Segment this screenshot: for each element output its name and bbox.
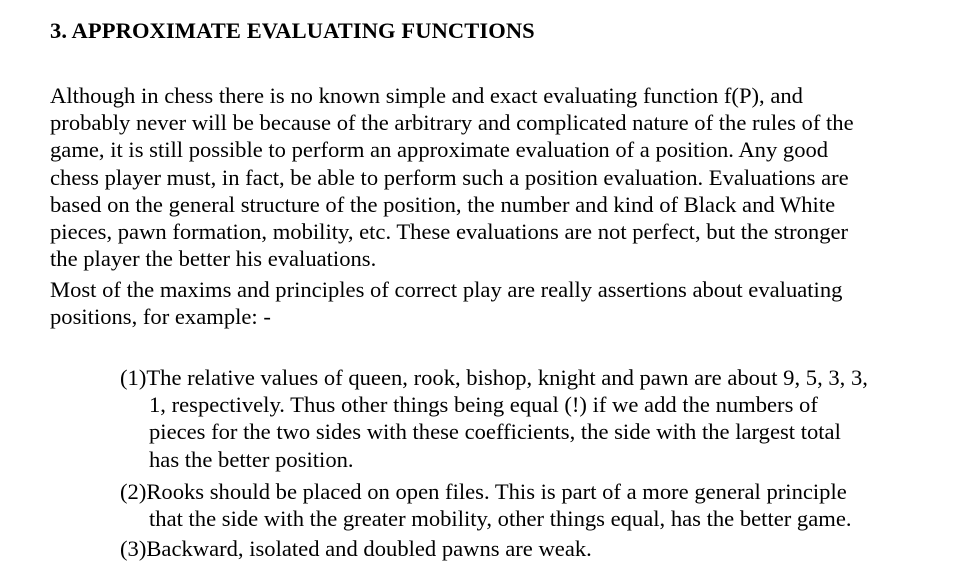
list-item: [120, 364, 940, 473]
list-item-line: has the better position.: [149, 446, 354, 472]
list-item-line: (3)Backward, isolated and doubled pawns are weak.: [120, 536, 592, 561]
paragraph-line: Most of the maxims and principles of correct play are really assertions about evaluating: [50, 277, 843, 302]
paragraph-line: the player the better his evaluations.: [50, 246, 377, 272]
list-item-line: pieces for the two sides with these coefficients, the side with the largest total: [149, 419, 841, 445]
list-item-line: that the side with the greater mobility, other things equal, has the better game.: [149, 506, 852, 532]
intro-paragraph: [50, 82, 930, 272]
section-heading: 3. APPROXIMATE EVALUATING FUNCTIONS: [50, 18, 535, 43]
paragraph-line: chess player must, in fact, be able to perform such a position evaluation. Evaluations are: [50, 164, 849, 190]
paragraph-line: Although in chess there is no known simple and exact evaluating function f(P), and: [50, 83, 803, 108]
list-item-line: (1)The relative values of queen, rook, bishop, knight and pawn are about 9, 5, 3, 3,: [120, 365, 868, 390]
paragraph-line: game, it is still possible to perform an approximate evaluation of a position. Any good: [50, 137, 829, 163]
paragraph-line: positions, for example: -: [50, 304, 271, 330]
paragraph-line: based on the general structure of the position, the number and kind of Black and White: [50, 191, 836, 217]
maxims-paragraph: [50, 276, 930, 330]
list-item: [120, 478, 940, 532]
paragraph-line: probably never will be because of the arbitrary and complicated nature of the rules of the: [50, 110, 854, 136]
list-item-line: 1, respectively. Thus other things being equal (!) if we add the numbers of: [149, 392, 818, 418]
list-item-line: (2)Rooks should be placed on open files. This is part of a more general principle: [120, 479, 847, 504]
paragraph-line: pieces, pawn formation, mobility, etc. These evaluations are not perfect, but the stronger: [50, 219, 849, 245]
list-item: [120, 535, 940, 562]
